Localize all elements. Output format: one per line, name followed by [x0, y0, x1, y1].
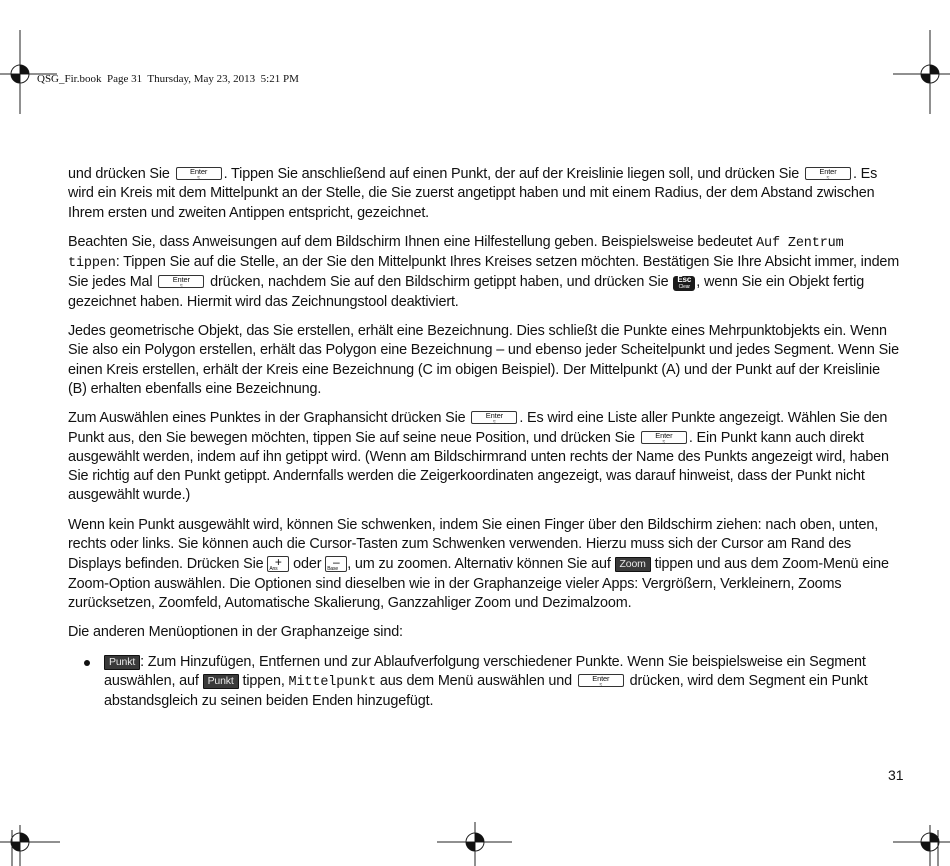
enter-key-icon: Enter ≈: [641, 431, 687, 444]
zoom-softkey-icon: Zoom: [615, 557, 651, 572]
menu-options-list: [68, 653, 902, 712]
paragraph-labels: Jedes geometrische Objekt, das Sie erstellen, erhält eine Bezeichnung. Dies schließt die Punkte eines Mehrpunktobjekts ein. Wenn Sie also ein Polygon erstellen, erhält das Polygon eine Bezeichnung – und ebenso jeder Scheitelpunkt und jedes Segment. Wenn Sie einen Kreis erstellen, erhält der Kreis eine Bezeichnung (C im obigen Beispiel). Der Mittelpunkt (A) und der Punkt auf der Kreislinie (B) erhalten ebenfalls eine Bezeichnung.: [68, 323, 899, 397]
punkt-softkey-icon: Punkt: [203, 674, 239, 689]
text-run: aus dem Menü auswählen und: [376, 672, 576, 689]
text-run: tippen und aus dem Zoom-Menü eine Zoom-Option auswählen. Die Optionen sind dieselben wie in der Graphanzeige vieler Apps: Vergrößern, Verkleinern, Zooms zurücksetzen, Zoomfeld, Automatische Skalierung, Ganzzahliger Zoom und Dezimalzoom.: [68, 556, 889, 611]
minus-key-icon: – Base: [325, 556, 347, 572]
bullet-icon: [84, 660, 90, 666]
text-run: : Zum Hinzufügen, Entfernen und zur Ablaufverfolgung verschiedener Punkte. Wenn Sie beispielsweise ein Segment auswählen, auf: [104, 653, 866, 689]
text-run: drücken, wird dem Segment ein Punkt abstandsgleich zu seinen beiden Enden hinzugefügt.: [104, 672, 868, 710]
text-run: , wenn Sie ein Objekt fertig gezeichnet haben. Hiermit wird das Zeichnungstool deaktiviert.: [68, 274, 865, 310]
text-run: . Es wird ein Kreis mit dem Mittelpunkt an der Stelle, die Sie zuerst angetippt haben und mit einem Radius, der dem Abstand zwischen Ihrem ersten und zweiten Antippen entspricht, gezeichnet.: [68, 166, 878, 221]
text-run: tippen,: [238, 672, 289, 689]
paragraph-instructions: [68, 233, 902, 312]
text-run: drücken, nachdem Sie auf den Bildschirm getippt haben, und drücken Sie: [206, 274, 673, 291]
text-run: oder: [289, 556, 326, 573]
paragraph-pan-zoom: [68, 516, 902, 613]
text-run: . Tippen Sie anschließend auf einen Punkt, der auf der Kreislinie liegen soll, und drücken Sie: [223, 166, 803, 182]
text-run: , um zu zoomen. Alternativ können Sie auf: [347, 556, 615, 573]
text-run: und drücken Sie: [68, 166, 174, 182]
page-number: 31: [888, 767, 904, 783]
text-run: : Tippen Sie auf die Stelle, an der Sie den Mittelpunkt Ihres Kreises setzen möchten. Bestätigen Sie Ihre Absicht immer, indem Sie jedes Mal: [68, 254, 900, 291]
text-run: . Ein Punkt kann auch direkt ausgewählt werden, indem auf ihn getippt wird. (Wenn am Bildschirmrand unten rechts der Name des Punkts angezeigt wird, haben Sie richtig auf den Punkt getippt. Andernfalls werden die Zeigerkoordinaten angezeigt, was darauf hinweist, dass der Punkt nicht ausgewählt wurde.): [68, 429, 889, 504]
enter-key-icon: Enter ≈: [158, 275, 204, 288]
command-text: Auf Zentrum tippen: [68, 235, 844, 272]
esc-key-icon: Esc Clear: [673, 276, 695, 291]
list-item: [104, 653, 902, 712]
page-content: [68, 165, 902, 711]
print-header: QSG_Fir.book Page 31 Thursday, May 23, 2013 5:21 PM: [37, 73, 299, 85]
paragraph-menu-options: Die anderen Menüoptionen in der Graphanzeige sind:: [68, 624, 403, 641]
text-run: Beachten Sie, dass Anweisungen auf dem Bildschirm Ihnen eine Hilfestellung geben. Beispielsweise bedeutet: [68, 233, 757, 250]
enter-key-icon: Enter ≈: [578, 674, 624, 687]
plus-key-icon: + Ans: [267, 556, 289, 572]
text-run: Zum Auswählen eines Punktes in der Graphansicht drücken Sie: [68, 410, 470, 427]
paragraph-circle: [68, 165, 902, 223]
text-run: Wenn kein Punkt ausgewählt wird, können Sie schwenken, indem Sie einen Finger über den Bildschirm ziehen: nach oben, unten, rechts oder links. Sie können auch die Cursor-Tasten zum Schwenken verwenden. Hierzu muss sich der Cursor am Rand des Displays befinden. Drücken Sie: [68, 516, 879, 573]
enter-key-icon: Enter ≈: [471, 411, 517, 424]
text-run: . Es wird eine Liste aller Punkte angezeigt. Wählen Sie den Punkt aus, den Sie bewegen möchten, tippen Sie auf seine neue Position, und drücken Sie: [68, 410, 888, 446]
enter-key-icon: Enter ≈: [176, 167, 222, 180]
enter-key-icon: Enter ≈: [805, 167, 851, 180]
punkt-softkey-icon: Punkt: [104, 655, 140, 670]
paragraph-select-point: [68, 409, 902, 505]
command-text: Mittelpunkt: [288, 674, 376, 690]
